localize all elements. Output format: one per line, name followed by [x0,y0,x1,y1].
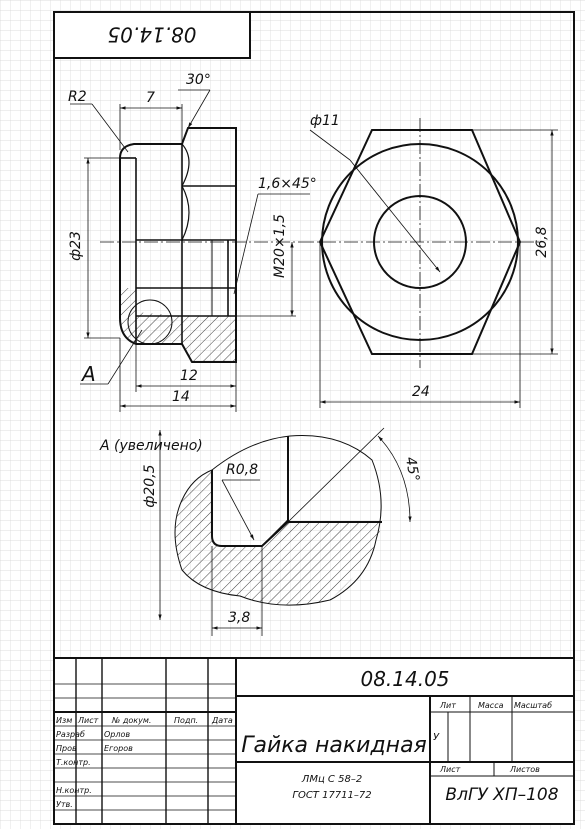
tb-col-date: Дата [212,716,233,725]
dim-radius-outer: R2 [68,89,87,105]
dim-chamfer: 1,6×45° [258,176,317,192]
tb-lit-header: Лит [440,701,456,710]
tb-col-izm: Изм [56,716,73,725]
dim-hex-26-8: 26,8 [534,226,550,258]
tb-mass-header: Масса [478,701,504,710]
tb-row-tkontr: Т.контр. [56,758,91,767]
dim-angle-45: 45° [401,455,422,483]
tb-sheets-header: Листов [510,765,540,774]
dim-chamfer-angle: 30° [186,72,211,88]
dim-hex-24: 24 [412,384,430,400]
tb-name-egorov: Егоров [104,744,133,753]
inverted-drawing-code: 08.14.05 [107,22,197,47]
tb-name-orlov: Орлов [104,730,131,739]
part-title: Гайка накидная [241,733,427,758]
tb-col-list: Лист [78,716,99,725]
dim-length-14: 14 [172,389,190,405]
dim-thread: M20×1,5 [272,214,288,278]
dim-dia-23: ф23 [68,231,84,261]
tb-row-nkontr: Н.контр. [56,786,92,795]
material-line-2: ГОСТ 17711–72 [292,790,372,801]
tb-col-doc: № докум. [112,716,152,725]
tb-col-sign: Подп. [174,716,199,725]
tb-row-prov: Пров [56,744,77,753]
section-marker-a: А [82,362,96,386]
drawing-code: 08.14.05 [360,667,450,691]
inverted-code-box [54,12,250,58]
tb-row-razrab: Разраб [56,730,85,739]
dim-width-3-8: 3,8 [228,610,251,626]
tb-scale-header: Масштаб [514,701,553,710]
tb-row-utv: Утв. [56,800,73,809]
dim-dia-11: ф11 [310,113,340,129]
tb-sheet-header: Лист [440,765,461,774]
material-line-1: ЛМц С 58–2 [301,774,363,785]
dim-radius-inner: R0,8 [226,462,258,478]
organization: ВлГУ ХП–108 [445,785,559,805]
dim-length-12: 12 [180,368,198,384]
dim-dia-20-5: ф20,5 [142,464,158,508]
tb-litera-value: У [433,732,440,743]
dim-width-7: 7 [146,90,155,106]
detail-label: А (увеличено) [100,438,203,454]
